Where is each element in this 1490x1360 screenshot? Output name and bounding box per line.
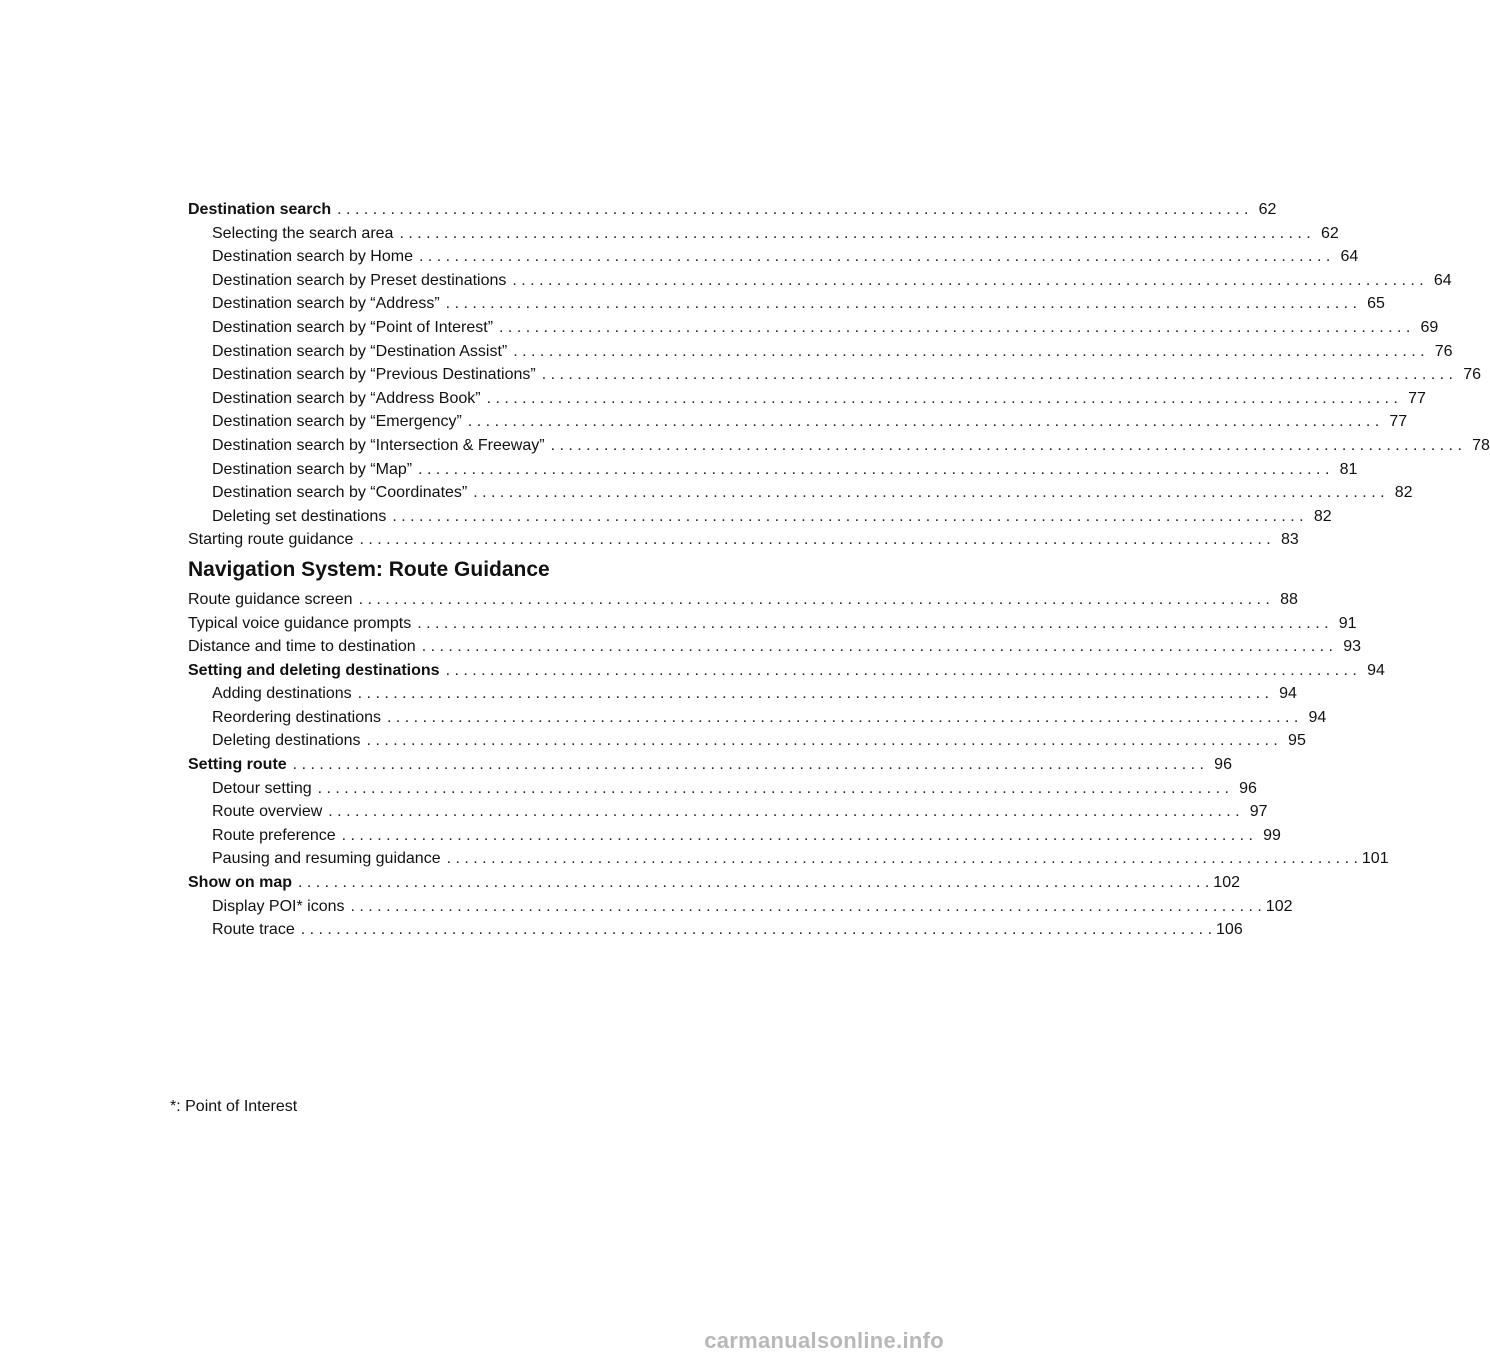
- toc-content: [188, 198, 1490, 942]
- toc-entry-page: 102: [1213, 874, 1240, 892]
- toc-entry-label: Destination search: [188, 201, 332, 218]
- toc-entry: [188, 387, 1426, 411]
- toc-dot-leader: [301, 918, 1212, 942]
- toc-entry-page: 82: [1313, 507, 1332, 525]
- toc-entry: [188, 918, 1243, 942]
- toc-entry: [188, 800, 1268, 824]
- toc-entry-page: 77: [1408, 389, 1426, 407]
- toc-entry-label: Distance and time to destination: [188, 638, 416, 656]
- toc-dot-leader: [359, 588, 1270, 612]
- toc-dot-leader: [473, 481, 1384, 505]
- toc-entry-page: 64: [1340, 248, 1359, 266]
- toc-entry: [188, 481, 1413, 505]
- toc-entry-label: Display POI* icons: [212, 897, 345, 915]
- toc-entry: [188, 635, 1361, 659]
- table-of-contents: [188, 201, 1490, 962]
- toc-entry-page: 94: [1308, 708, 1327, 726]
- toc-entry-label: Destination search by Preset destinations: [212, 271, 507, 289]
- footnote: [170, 1096, 363, 1118]
- toc-entry: [188, 458, 1358, 482]
- toc-entry-page: 102: [1265, 897, 1293, 915]
- toc-entry: [188, 363, 1481, 387]
- toc-dot-leader: [542, 363, 1453, 387]
- toc-entry: [188, 729, 1306, 753]
- toc-entry-page: 62: [1258, 201, 1277, 218]
- toc-entry-page: 76: [1434, 342, 1453, 360]
- section-heading: Navigation System: Route Guidance: [188, 557, 550, 581]
- toc-entry-page: 96: [1214, 756, 1232, 774]
- toc-entry-page: 64: [1433, 271, 1452, 289]
- toc-entry-page: 83: [1280, 531, 1299, 549]
- toc-entry: [188, 824, 1281, 848]
- toc-entry-label: Destination search by “Address Book”: [212, 389, 481, 407]
- toc-dot-leader: [293, 753, 1204, 777]
- toc-entry: [188, 434, 1490, 458]
- toc-dot-leader: [342, 824, 1253, 848]
- toc-dot-leader: [392, 505, 1303, 529]
- toc-dot-leader: [447, 847, 1358, 871]
- toc-dot-leader: [318, 777, 1229, 801]
- toc-entry: [188, 269, 1452, 293]
- toc-dot-leader: [418, 458, 1329, 482]
- toc-dot-leader: [446, 659, 1357, 683]
- toc-entry-page: 65: [1367, 295, 1385, 313]
- toc-entry: [188, 340, 1453, 364]
- toc-entry: [188, 659, 1385, 683]
- toc-entry: [188, 753, 1232, 777]
- toc-entry-label: Route guidance screen: [188, 590, 353, 608]
- toc-entry-label: Detour setting: [212, 779, 312, 797]
- toc-entry-label: Destination search by “Previous Destinations”: [212, 366, 536, 384]
- toc-entry-page: 62: [1320, 224, 1339, 242]
- toc-dot-leader: [298, 871, 1209, 895]
- toc-entry-label: Pausing and resuming guidance: [212, 850, 441, 868]
- toc-dot-leader: [358, 682, 1269, 706]
- toc-entry-label: Setting route: [188, 756, 287, 774]
- toc-entry-label: Setting and deleting destinations: [188, 661, 440, 679]
- toc-entry-label: Destination search by “Point of Interest”: [212, 318, 494, 336]
- toc-entry-page: 77: [1389, 413, 1408, 431]
- toc-dot-leader: [419, 245, 1330, 269]
- toc-entry-page: 76: [1463, 366, 1481, 384]
- toc-entry-page: 93: [1343, 638, 1361, 656]
- toc-entry-page: 91: [1338, 614, 1357, 632]
- toc-entry-page: 96: [1239, 779, 1257, 797]
- toc-entry: [188, 777, 1257, 801]
- toc-dot-leader: [468, 410, 1379, 434]
- toc-dot-leader: [551, 434, 1462, 458]
- toc-entry-label: Reordering destinations: [212, 708, 381, 726]
- toc-entry-label: Destination search by “Destination Assist”: [212, 342, 508, 360]
- toc-entry: [188, 292, 1385, 316]
- toc-entry: [188, 871, 1240, 895]
- toc-entry-label: Route overview: [212, 803, 323, 821]
- toc-entry: [188, 682, 1297, 706]
- toc-route-guidance-group: [188, 588, 1389, 942]
- toc-entry-page: 106: [1216, 921, 1243, 939]
- toc-dot-leader: [512, 269, 1423, 293]
- watermark-text: carmanualsonline.info: [704, 1328, 944, 1353]
- toc-entry-label: Destination search by Home: [212, 248, 413, 266]
- toc-entry-page: 88: [1280, 590, 1298, 608]
- toc-entry-label: Destination search by “Address”: [212, 295, 440, 313]
- toc-entry-page: 94: [1367, 661, 1385, 679]
- toc-entry-label: Destination search by “Intersection & Freeway”: [212, 436, 545, 454]
- toc-entry-page: 101: [1361, 850, 1389, 868]
- toc-dot-leader: [499, 316, 1410, 340]
- toc-entry: [188, 706, 1327, 730]
- toc-entry-page: 99: [1263, 826, 1281, 844]
- toc-dot-leader: [422, 635, 1333, 659]
- toc-entry-label: Show on map: [188, 874, 292, 892]
- toc-entry: [188, 895, 1293, 919]
- toc-entry-label: Destination search by “Emergency”: [212, 413, 462, 431]
- toc-entry: [188, 410, 1408, 434]
- toc-entry: [188, 528, 1299, 552]
- toc-entry-page: 97: [1249, 803, 1268, 821]
- toc-entry-page: 81: [1339, 460, 1358, 478]
- toc-entry: [188, 588, 1298, 612]
- toc-dot-leader: [399, 222, 1310, 246]
- toc-entry-label: Route trace: [212, 921, 295, 939]
- toc-dot-leader: [513, 340, 1424, 364]
- toc-dot-leader: [417, 612, 1328, 636]
- toc-entry-label: Route preference: [212, 826, 336, 844]
- toc-dot-leader: [337, 198, 1248, 222]
- toc-entry-page: 78: [1472, 436, 1490, 454]
- toc-entry-page: 95: [1288, 732, 1306, 750]
- toc-dot-leader: [351, 895, 1262, 919]
- toc-dot-leader: [487, 387, 1398, 411]
- toc-entry-page: 82: [1394, 484, 1413, 502]
- toc-entry-label: Deleting destinations: [212, 732, 361, 750]
- toc-entry-label: Deleting set destinations: [212, 507, 387, 525]
- toc-destination-search-group: [188, 198, 1490, 552]
- toc-entry: [188, 612, 1357, 636]
- toc-entry-label: Adding destinations: [212, 685, 352, 703]
- toc-dot-leader: [359, 528, 1270, 552]
- toc-entry-label: Selecting the search area: [212, 224, 394, 242]
- toc-entry: [188, 847, 1389, 871]
- toc-dot-leader: [387, 706, 1298, 730]
- toc-entry-label: Destination search by “Coordinates”: [212, 484, 468, 502]
- toc-entry: [188, 245, 1359, 269]
- toc-entry-label: Typical voice guidance prompts: [188, 614, 412, 632]
- toc-dot-leader: [446, 292, 1357, 316]
- toc-dot-leader: [328, 800, 1239, 824]
- toc-entry-page: 94: [1279, 685, 1297, 703]
- toc-entry: [188, 316, 1439, 340]
- toc-entry: [188, 198, 1277, 222]
- toc-entry-label: Destination search by “Map”: [212, 460, 413, 478]
- toc-entry-page: 69: [1420, 318, 1439, 336]
- toc-entry-label: Starting route guidance: [188, 531, 354, 549]
- footnote-text: *: Point of Interest: [170, 1098, 298, 1115]
- toc-dot-leader: [367, 729, 1278, 753]
- toc-entry: [188, 505, 1332, 529]
- toc-entry: [188, 222, 1339, 246]
